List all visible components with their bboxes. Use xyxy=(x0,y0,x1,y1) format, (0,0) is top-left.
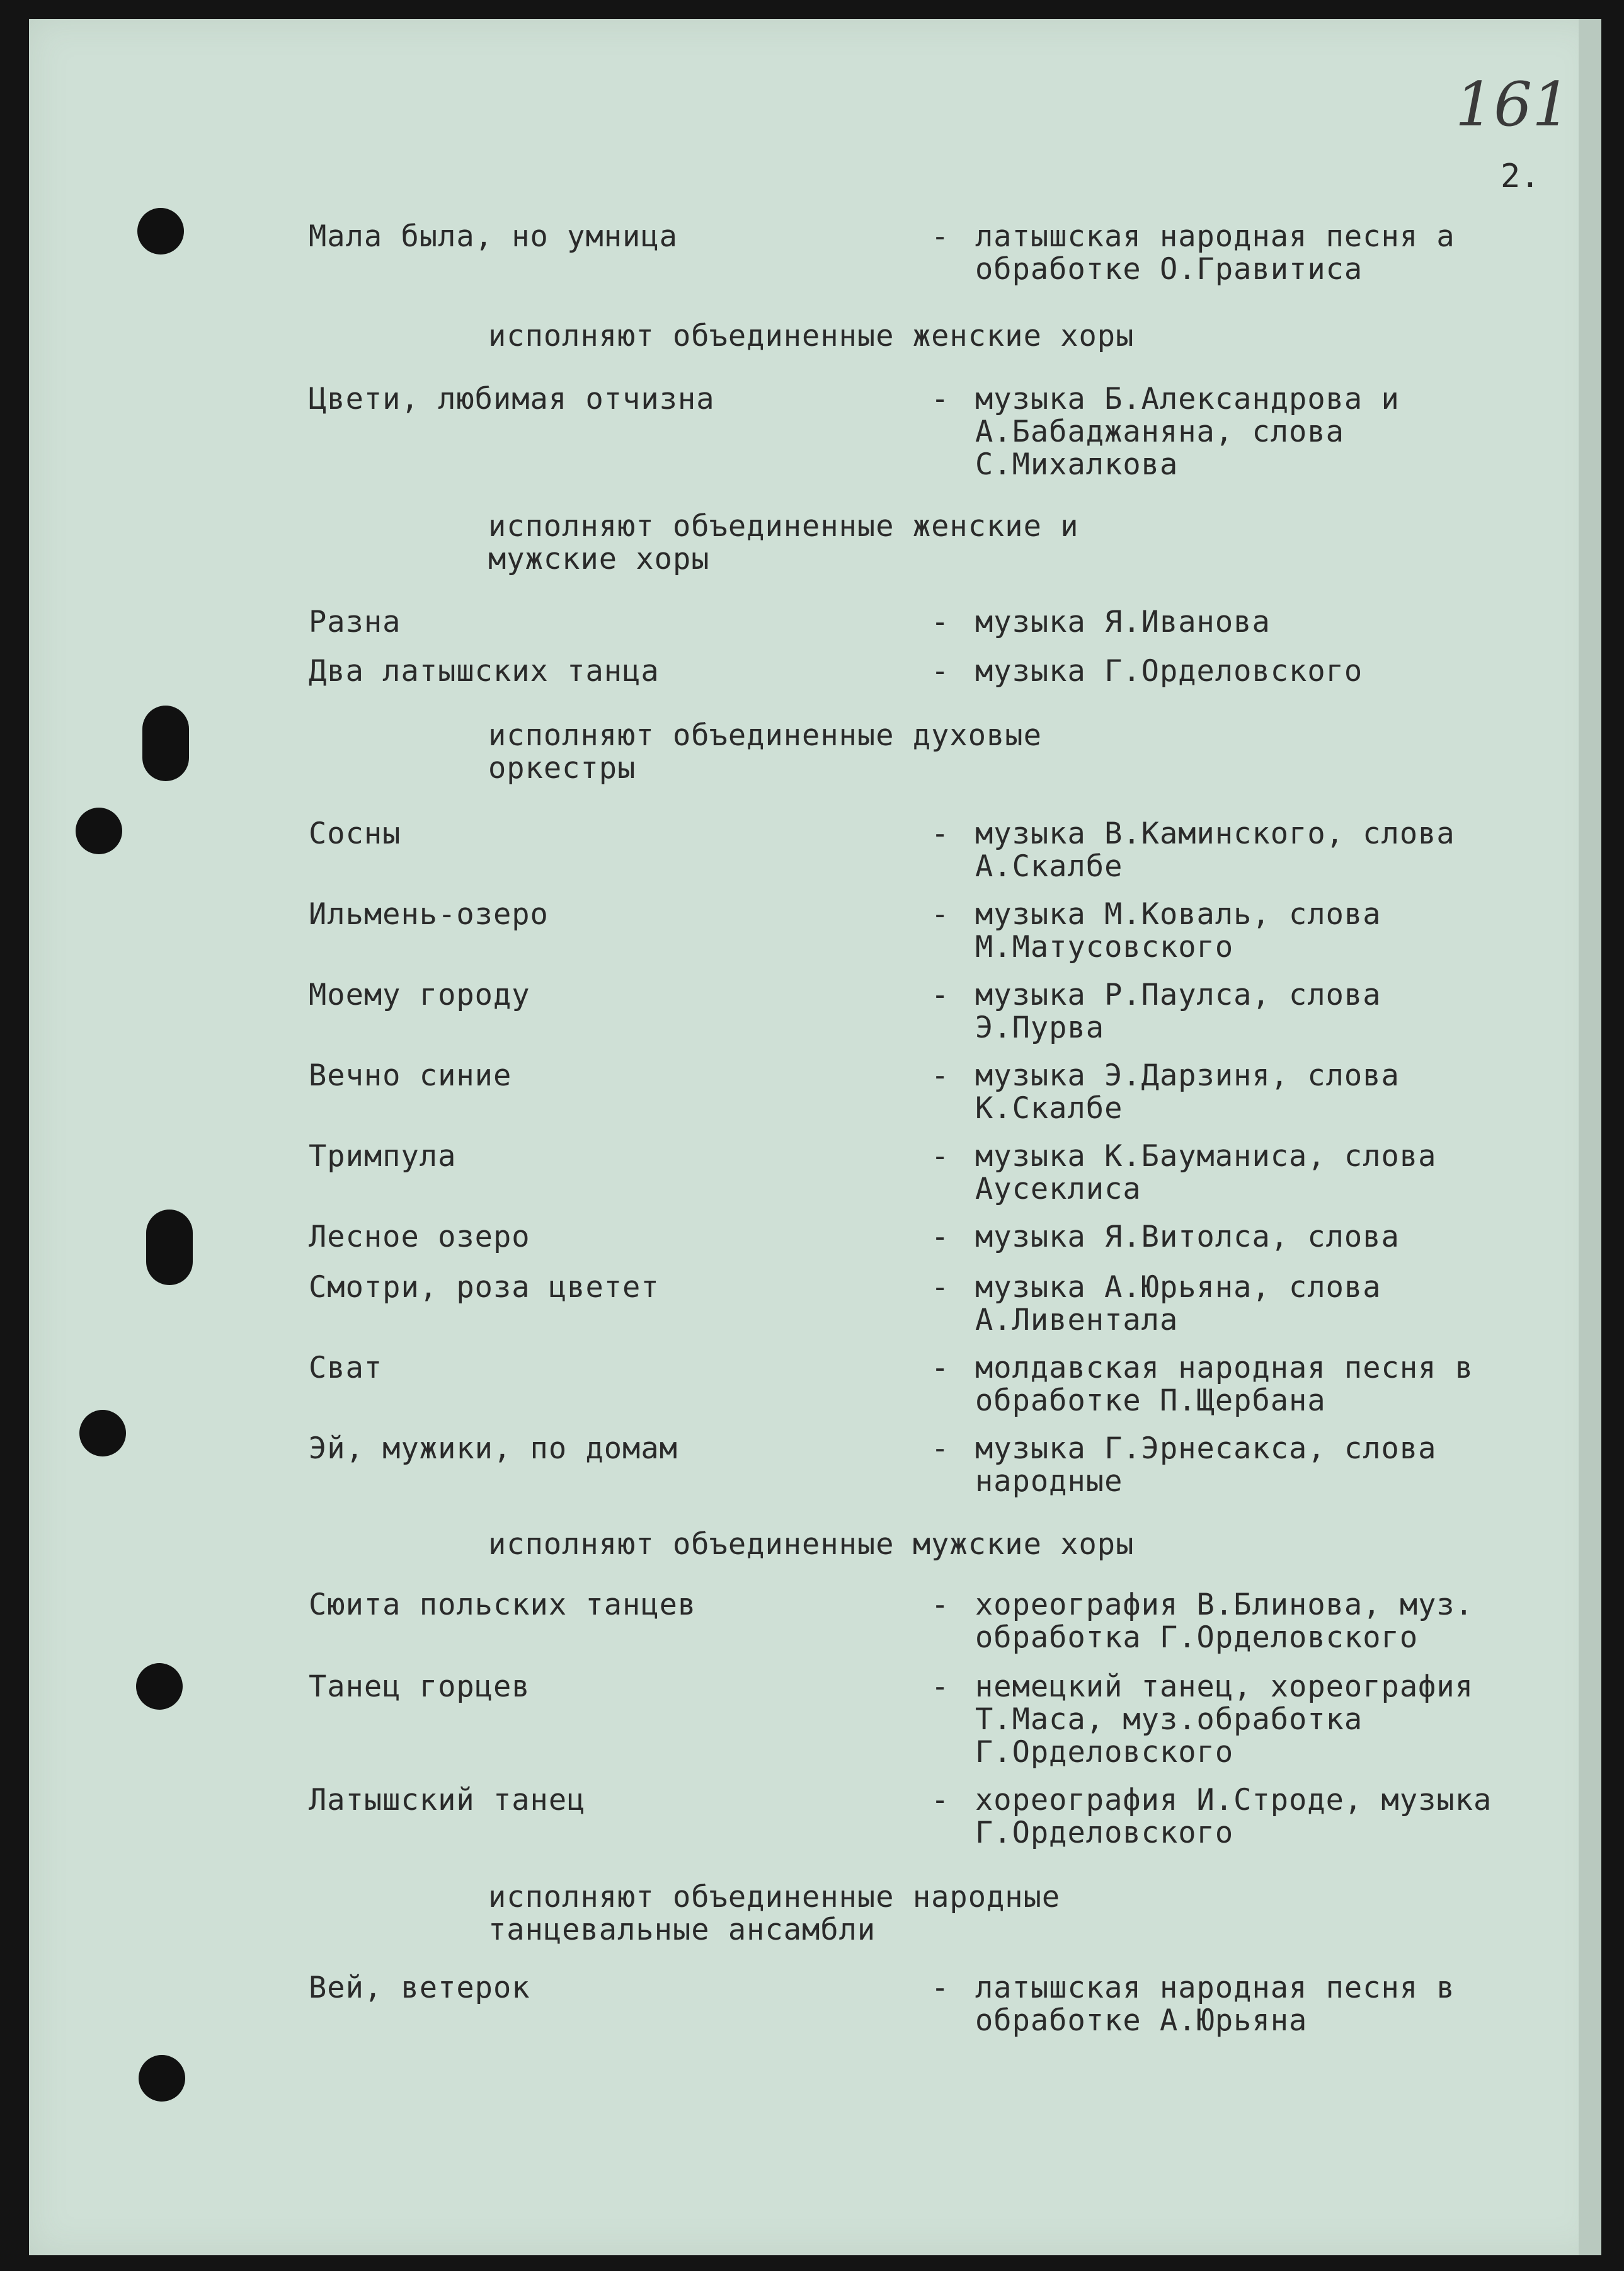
page-number: 2. xyxy=(1501,157,1540,195)
item-credit-line: музыка Э.Дарзиня, слова xyxy=(975,1058,1400,1093)
binder-hole xyxy=(139,2055,185,2102)
item-credit-line: К.Скалбе xyxy=(975,1091,1123,1126)
item-credit-line: С.Михалкова xyxy=(975,447,1179,482)
dash-separator: - xyxy=(931,1669,950,1704)
binder-hole xyxy=(79,1410,126,1456)
performer-note: исполняют объединенные народные xyxy=(488,1880,1061,1914)
dash-separator: - xyxy=(931,1783,950,1817)
page-edge xyxy=(1579,19,1601,2255)
item-title: Разна xyxy=(309,605,401,639)
item-title: Смотри, роза цветет xyxy=(309,1270,660,1305)
dash-separator: - xyxy=(931,1431,950,1466)
item-credit-line: музыка В.Каминского, слова xyxy=(975,816,1455,851)
item-credit-line: музыка К.Бауманиса, слова xyxy=(975,1139,1437,1174)
item-credit-line: А.Бабаджаняна, слова xyxy=(975,415,1344,449)
dash-separator: - xyxy=(931,382,950,416)
item-credit-line: музыка Я.Витолса, слова xyxy=(975,1220,1400,1254)
item-credit-line: латышская народная песня в xyxy=(975,1971,1455,2005)
item-title: Цвети, любимая отчизна xyxy=(309,382,715,416)
binder-hole xyxy=(136,1663,183,1710)
archive-page-number: 161 xyxy=(1455,69,1571,140)
item-credit-line: музыка Б.Александрова и xyxy=(975,382,1400,416)
item-title: Лесное озеро xyxy=(309,1220,530,1254)
item-credit-line: Г.Орделовского xyxy=(975,1735,1234,1770)
item-title: Мала была, но умница xyxy=(309,219,678,254)
dash-separator: - xyxy=(931,1971,950,2005)
dash-separator: - xyxy=(931,605,950,639)
item-title: Вей, ветерок xyxy=(309,1971,530,2005)
item-credit-line: обработке А.Юрьяна xyxy=(975,2003,1308,2038)
item-credit-line: молдавская народная песня в xyxy=(975,1351,1474,1385)
dash-separator: - xyxy=(931,654,950,689)
item-credit-line: А.Скалбе xyxy=(975,849,1123,884)
item-credit-line: Аусеклиса xyxy=(975,1172,1141,1206)
item-credit-line: музыка Г.Орделовского xyxy=(975,654,1363,689)
item-title: Танец горцев xyxy=(309,1669,530,1704)
dash-separator: - xyxy=(931,219,950,254)
item-credit-line: музыка Р.Паулса, слова xyxy=(975,978,1381,1012)
item-title: Сосны xyxy=(309,816,401,851)
item-credit-line: Т.Маса, муз.обработка xyxy=(975,1702,1363,1737)
item-credit-line: народные xyxy=(975,1464,1123,1499)
dash-separator: - xyxy=(931,1587,950,1622)
item-credit-line: музыка М.Коваль, слова xyxy=(975,897,1381,932)
item-credit-line: музыка А.Юрьяна, слова xyxy=(975,1270,1381,1305)
performer-note: оркестры xyxy=(488,751,636,786)
dash-separator: - xyxy=(931,897,950,932)
item-title: Моему городу xyxy=(309,978,530,1012)
binder-hole xyxy=(142,706,189,781)
performer-note: танцевальные ансамбли xyxy=(488,1913,876,1947)
item-title: Тримпула xyxy=(309,1139,457,1174)
dash-separator: - xyxy=(931,1139,950,1174)
item-credit-line: Г.Орделовского xyxy=(975,1816,1234,1850)
item-credit-line: музыка Г.Эрнесакса, слова xyxy=(975,1431,1437,1466)
performer-note: мужские хоры xyxy=(488,542,710,576)
dash-separator: - xyxy=(931,1058,950,1093)
item-credit-line: обработке П.Щербана xyxy=(975,1383,1326,1418)
item-credit-line: хореография И.Строде, музыка xyxy=(975,1783,1492,1817)
item-title: Сват xyxy=(309,1351,383,1385)
item-credit-line: хореография В.Блинова, муз. xyxy=(975,1587,1474,1622)
item-credit-line: М.Матусовского xyxy=(975,930,1234,964)
performer-note: исполняют объединенные духовые xyxy=(488,718,1042,753)
item-title: Сюита польских танцев xyxy=(309,1587,697,1622)
performer-note: исполняют объединенные женские хоры xyxy=(488,319,1135,353)
item-credit-line: обработка Г.Орделовского xyxy=(975,1620,1419,1655)
item-credit-line: немецкий танец, хореография xyxy=(975,1669,1474,1704)
item-title: Ильмень-озеро xyxy=(309,897,549,932)
performer-note: исполняют объединенные женские и xyxy=(488,509,1079,544)
performer-note: исполняют объединенные мужские хоры xyxy=(488,1527,1135,1562)
dash-separator: - xyxy=(931,1351,950,1385)
item-title: Два латышских танца xyxy=(309,654,660,689)
dash-separator: - xyxy=(931,1270,950,1305)
item-credit-line: обработке О.Гравитиса xyxy=(975,252,1363,287)
binder-hole xyxy=(76,808,122,854)
item-title: Латышский танец xyxy=(309,1783,586,1817)
item-credit-line: А.Ливентала xyxy=(975,1303,1179,1337)
item-title: Эй, мужики, по домам xyxy=(309,1431,678,1466)
item-credit-line: Э.Пурва xyxy=(975,1010,1105,1045)
binder-hole xyxy=(137,208,184,255)
item-credit-line: латышская народная песня а xyxy=(975,219,1455,254)
dash-separator: - xyxy=(931,978,950,1012)
dash-separator: - xyxy=(931,816,950,851)
item-credit-line: музыка Я.Иванова xyxy=(975,605,1271,639)
dash-separator: - xyxy=(931,1220,950,1254)
item-title: Вечно синие xyxy=(309,1058,512,1093)
binder-hole xyxy=(146,1210,193,1285)
